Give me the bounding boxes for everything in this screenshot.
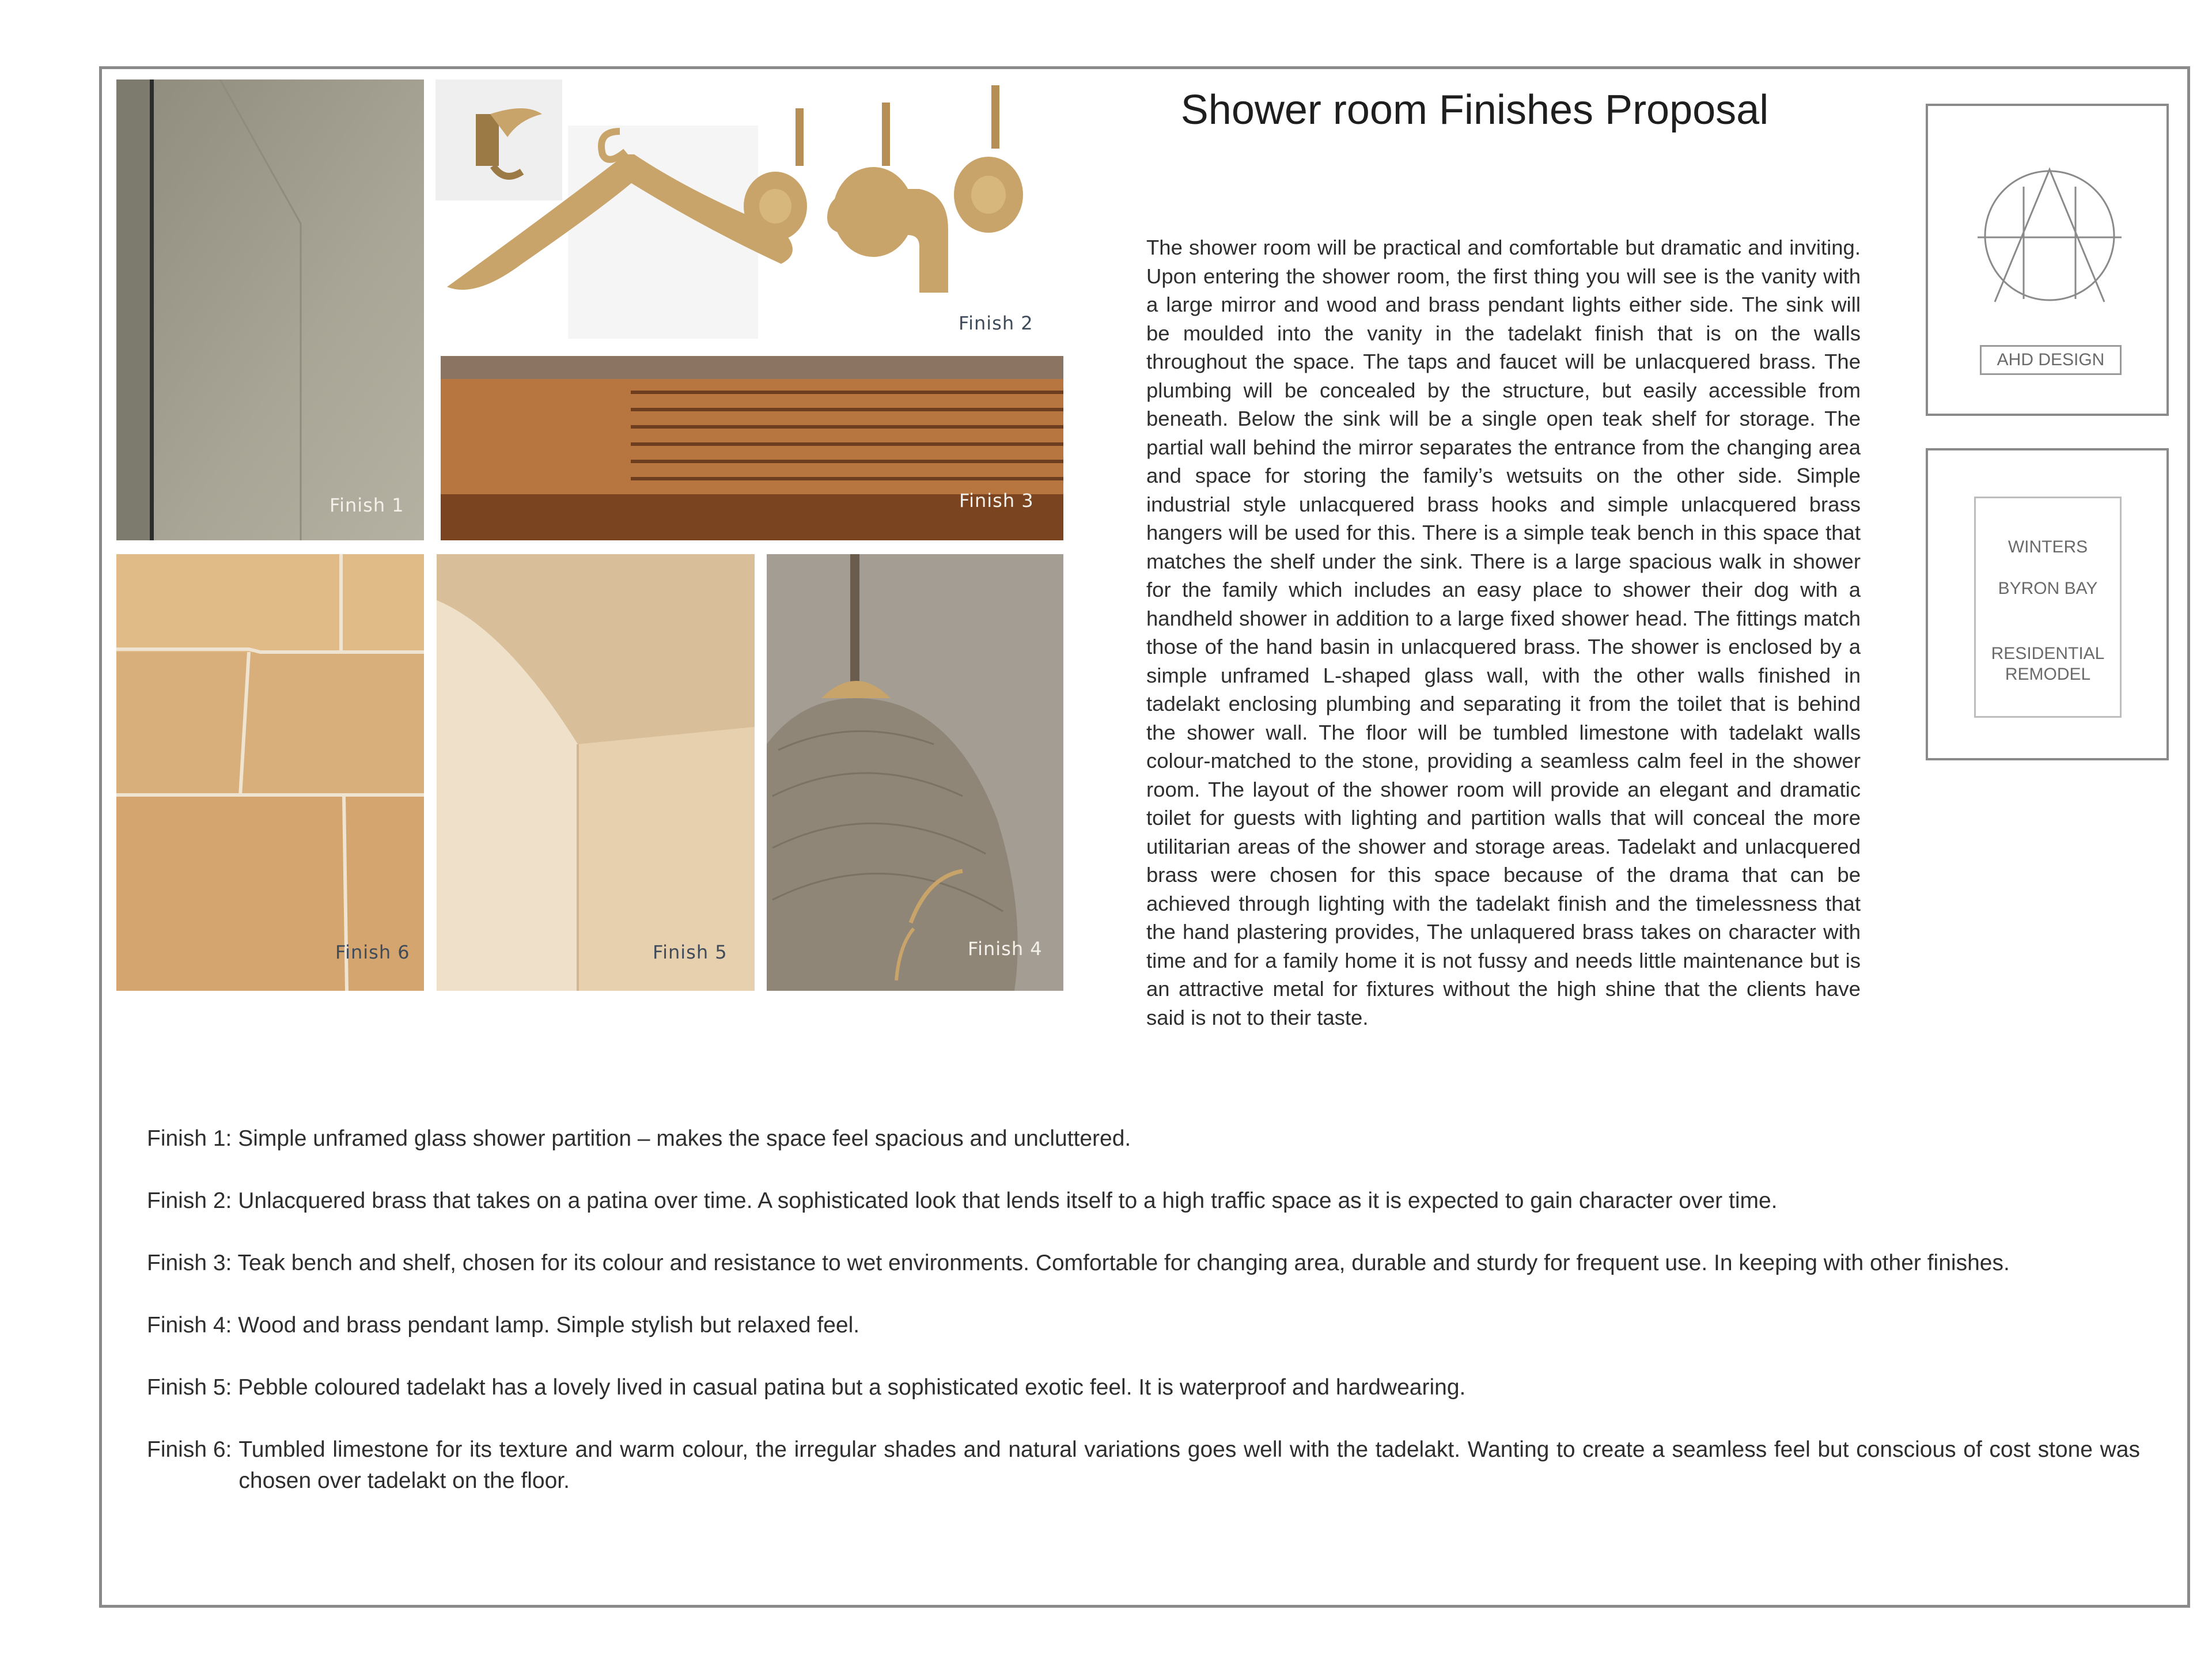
project-box	[1926, 448, 2169, 760]
description-paragraph: The shower room will be practical and comfortable but dramatic and inviting. Upon entering the shower room, the first thing you will see is the vanity with a large mirror and wood and brass pendant lights either side. The sink will be moulded into the vanity in the tadelakt finish that is on the walls throughout the space. The taps and faucet will be unlacquered brass. The plumbing will be concealed by the structure, but easily accessible from beneath. Below the sink will be a single open teak shelf for storage. The partial wall behind the mirror separates the entrance from the changing area and space for storing the family’s wetsuits on the other side. Simple industrial style unlacquered brass hooks and simple unlacquered brass hangers will be used for this. There is a simple teak bench in this space that matches the shelf under the sink. There is a large spacious walk in shower for the family which includes an easy place to shower their dog with a handheld shower in addition to a large fixed shower head. The fittings match those of the hand basin in unlacquered brass. The shower is enclosed by a simple unframed L-shaped glass wall, with the other walls finished in tadelakt enclosing plumbing and separating it from the toilet that is behind the shower wall. The floor will be tumbled limestone with tadelakt walls colour-matched to the stone, providing a seamless calm feel in the shower room. The layout of the shower room will provide an elegant and dramatic toilet for guests with lighting and partition walls that will conceal the more utilitarian areas of the shower and storage areas. Tadelakt and unlacquered brass were chosen for this space because of the drama that can be achieved through lighting with the tadelakt finish and the timelessness that the hand plastering provides, The unlaquered brass takes on character with time and for a family home it is not fussy and needs little maintenance but is an attractive metal for fixtures without the high shine that the clients have said is not to their taste.	[1146, 236, 1861, 1029]
finish-4-photo	[767, 554, 1063, 991]
finish-5-photo	[437, 554, 755, 991]
finish-3-label: Finish 3	[959, 490, 1034, 512]
project-client: WINTERS	[2008, 537, 2088, 556]
finish-3-photo	[441, 356, 1063, 540]
finish-4-description: Finish 4: Wood and brass pendant lamp. Simple stylish but relaxed feel.	[147, 1313, 860, 1338]
finish-2-photo	[435, 79, 1063, 344]
finish-6-text: Tumbled limestone for its texture and warm colour, the irregular shades and natural variations goes well with the tadelakt. Wanting to create a seamless feel but conscious of cost stone was chosen over tadelakt on the floor.	[238, 1437, 2140, 1493]
finish-6-label: Finish 6	[335, 941, 410, 963]
logo-box	[1926, 104, 2169, 416]
finish-5-description: Finish 5: Pebble coloured tadelakt has a lovely lived in casual patina but a sophisticated exotic feel. It is waterproof and hardwearing.	[147, 1375, 1466, 1400]
logo-label: AHD DESIGN	[1980, 345, 2122, 375]
finish-2-label: Finish 2	[959, 312, 1033, 334]
finish-1-photo	[116, 79, 424, 540]
finish-3-description: Finish 3: Teak bench and shelf, chosen for its colour and resistance to wet environments. Comfortable for changing area, durable and sturdy for frequent use. In keeping with other finishes.	[147, 1251, 2010, 1275]
finish-4-label: Finish 4	[968, 938, 1043, 960]
page-title: Shower room Finishes Proposal	[1180, 87, 1769, 133]
ahd-logo-icon	[1978, 164, 2122, 308]
finish-5-label: Finish 5	[653, 941, 728, 963]
project-info	[1974, 497, 2122, 718]
finish-2-description: Finish 2: Unlacquered brass that takes on a patina over time. A sophisticated look that lends itself to a high traffic space as it is expected to gain character over time.	[147, 1188, 1778, 1213]
finish-6-key: Finish 6:	[147, 1437, 232, 1462]
finish-1-label: Finish 1	[329, 494, 404, 516]
finish-6-description	[147, 1434, 2140, 1497]
project-location: BYRON BAY	[1998, 579, 2098, 598]
finish-6-photo	[116, 554, 424, 991]
project-type: RESIDENTIAL REMODEL	[1991, 644, 2105, 684]
finish-1-description: Finish 1: Simple unframed glass shower partition – makes the space feel spacious and uncluttered.	[147, 1126, 1131, 1151]
